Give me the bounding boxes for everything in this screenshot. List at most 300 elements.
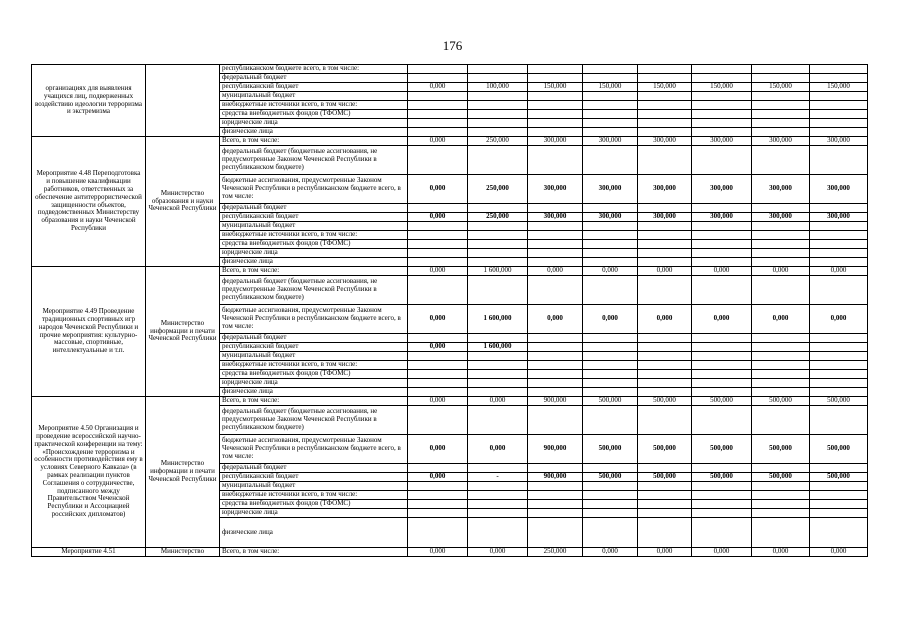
amount-cell: 0,000: [583, 548, 638, 557]
amount-cell: 300,000: [528, 137, 583, 146]
amount-cell: [752, 379, 810, 388]
amount-cell: [528, 204, 583, 213]
amount-cell: [468, 119, 528, 128]
amount-cell: [583, 240, 638, 249]
table-row: [32, 65, 868, 74]
amount-cell: 0,000: [408, 397, 468, 406]
amount-cell: [583, 146, 638, 175]
amount-cell: [408, 334, 468, 343]
amount-cell: [752, 352, 810, 361]
amount-cell: [408, 276, 468, 305]
amount-cell: [810, 240, 868, 249]
amount-cell: [752, 222, 810, 231]
amount-cell: [408, 388, 468, 397]
amount-cell: [692, 92, 752, 101]
amount-cell: [408, 518, 468, 548]
amount-cell: 300,000: [752, 175, 810, 204]
activity-cell: Мероприятие 4.49 Проведение традиционных спортивных игр народов Чеченской Республики и прочие мероприятия: культурно-массовые, спортивные, интеллектуальные и т.п.: [32, 267, 146, 397]
amount-cell: [528, 240, 583, 249]
table-row: [32, 137, 868, 146]
amount-cell: [752, 518, 810, 548]
amount-cell: -: [468, 473, 528, 482]
amount-cell: [468, 128, 528, 137]
funding-source-cell: муниципальный бюджет: [220, 92, 408, 101]
amount-cell: [528, 379, 583, 388]
amount-cell: 300,000: [752, 137, 810, 146]
funding-source-cell: Всего, в том числе:: [220, 267, 408, 276]
amount-cell: [692, 334, 752, 343]
amount-cell: [692, 352, 752, 361]
amount-cell: 0,000: [408, 548, 468, 557]
amount-cell: [468, 231, 528, 240]
funding-source-cell: физические лица: [220, 388, 408, 397]
amount-cell: [638, 258, 692, 267]
amount-cell: [528, 92, 583, 101]
amount-cell: 900,000: [528, 473, 583, 482]
amount-cell: [692, 388, 752, 397]
amount-cell: 0,000: [528, 267, 583, 276]
funding-source-cell: средства внебюджетных фондов (ТФОМС): [220, 370, 408, 379]
amount-cell: [752, 406, 810, 435]
amount-cell: [638, 240, 692, 249]
amount-cell: [810, 110, 868, 119]
amount-cell: [692, 119, 752, 128]
funding-source-cell: физические лица: [220, 258, 408, 267]
responsible-cell: Министерство информации и печати Чеченской Республики: [146, 267, 220, 397]
amount-cell: [468, 92, 528, 101]
amount-cell: 300,000: [583, 213, 638, 222]
amount-cell: [638, 361, 692, 370]
amount-cell: [810, 276, 868, 305]
amount-cell: [528, 343, 583, 352]
table-body: [32, 65, 868, 557]
amount-cell: [638, 146, 692, 175]
amount-cell: [468, 222, 528, 231]
amount-cell: 0,000: [583, 267, 638, 276]
amount-cell: [810, 491, 868, 500]
amount-cell: [810, 65, 868, 74]
amount-cell: 1 600,000: [468, 343, 528, 352]
amount-cell: 0,000: [638, 267, 692, 276]
amount-cell: 500,000: [810, 397, 868, 406]
amount-cell: [692, 258, 752, 267]
amount-cell: 0,000: [408, 343, 468, 352]
amount-cell: [528, 74, 583, 83]
amount-cell: 0,000: [408, 473, 468, 482]
amount-cell: 500,000: [583, 397, 638, 406]
amount-cell: [692, 101, 752, 110]
funding-source-cell: юридические лица: [220, 379, 408, 388]
amount-cell: [408, 240, 468, 249]
amount-cell: [638, 276, 692, 305]
amount-cell: 500,000: [752, 435, 810, 464]
amount-cell: [583, 370, 638, 379]
amount-cell: 0,000: [408, 137, 468, 146]
funding-source-cell: Всего, в том числе:: [220, 397, 408, 406]
amount-cell: 300,000: [583, 137, 638, 146]
amount-cell: 250,000: [468, 175, 528, 204]
budget-table: [31, 64, 868, 557]
amount-cell: [810, 482, 868, 491]
amount-cell: [638, 119, 692, 128]
amount-cell: [810, 370, 868, 379]
amount-cell: [692, 231, 752, 240]
amount-cell: [638, 65, 692, 74]
amount-cell: [408, 110, 468, 119]
amount-cell: [528, 500, 583, 509]
amount-cell: [810, 518, 868, 548]
amount-cell: [638, 74, 692, 83]
amount-cell: [692, 370, 752, 379]
amount-cell: 150,000: [583, 83, 638, 92]
amount-cell: [468, 406, 528, 435]
funding-source-cell: средства внебюджетных фондов (ТФОМС): [220, 110, 408, 119]
amount-cell: [810, 128, 868, 137]
amount-cell: [408, 65, 468, 74]
funding-source-cell: федеральный бюджет (бюджетные ассигнования, не предусмотренные Законом Чеченской Республики в республиканском бюджете): [220, 146, 408, 175]
amount-cell: [692, 406, 752, 435]
funding-source-cell: средства внебюджетных фондов (ТФОМС): [220, 240, 408, 249]
amount-cell: [468, 464, 528, 473]
amount-cell: [692, 204, 752, 213]
amount-cell: [810, 334, 868, 343]
funding-source-cell: внебюджетные источники всего, в том числе:: [220, 491, 408, 500]
amount-cell: [752, 464, 810, 473]
amount-cell: [468, 258, 528, 267]
amount-cell: [752, 240, 810, 249]
amount-cell: [638, 101, 692, 110]
amount-cell: [810, 509, 868, 518]
amount-cell: [528, 370, 583, 379]
amount-cell: [752, 74, 810, 83]
amount-cell: 300,000: [810, 175, 868, 204]
amount-cell: [408, 204, 468, 213]
amount-cell: [583, 482, 638, 491]
funding-source-cell: республиканском бюджете всего, в том числе:: [220, 65, 408, 74]
amount-cell: 500,000: [752, 473, 810, 482]
amount-cell: [528, 361, 583, 370]
funding-source-cell: физические лица: [220, 128, 408, 137]
amount-cell: [638, 518, 692, 548]
amount-cell: [468, 204, 528, 213]
amount-cell: [810, 406, 868, 435]
amount-cell: [468, 361, 528, 370]
amount-cell: 500,000: [638, 435, 692, 464]
amount-cell: [692, 379, 752, 388]
amount-cell: [638, 92, 692, 101]
amount-cell: [583, 204, 638, 213]
amount-cell: [638, 128, 692, 137]
amount-cell: [810, 379, 868, 388]
amount-cell: 0,000: [408, 305, 468, 334]
amount-cell: [468, 500, 528, 509]
funding-source-cell: юридические лица: [220, 119, 408, 128]
amount-cell: [408, 500, 468, 509]
amount-cell: [692, 509, 752, 518]
amount-cell: [468, 334, 528, 343]
amount-cell: [528, 406, 583, 435]
amount-cell: [528, 101, 583, 110]
amount-cell: [408, 231, 468, 240]
funding-source-cell: федеральный бюджет: [220, 204, 408, 213]
amount-cell: [408, 258, 468, 267]
amount-cell: [408, 222, 468, 231]
amount-cell: [528, 464, 583, 473]
amount-cell: [528, 276, 583, 305]
amount-cell: [752, 482, 810, 491]
amount-cell: [752, 92, 810, 101]
amount-cell: [810, 222, 868, 231]
amount-cell: 500,000: [638, 473, 692, 482]
amount-cell: [528, 334, 583, 343]
amount-cell: 150,000: [638, 83, 692, 92]
amount-cell: [692, 240, 752, 249]
amount-cell: [468, 276, 528, 305]
amount-cell: [468, 370, 528, 379]
amount-cell: [638, 343, 692, 352]
amount-cell: 300,000: [752, 213, 810, 222]
amount-cell: [468, 482, 528, 491]
amount-cell: [408, 249, 468, 258]
amount-cell: [810, 361, 868, 370]
amount-cell: [583, 222, 638, 231]
funding-source-cell: республиканский бюджет: [220, 83, 408, 92]
amount-cell: [468, 388, 528, 397]
amount-cell: [692, 65, 752, 74]
amount-cell: [528, 249, 583, 258]
amount-cell: [408, 119, 468, 128]
amount-cell: 0,000: [810, 267, 868, 276]
amount-cell: 500,000: [692, 473, 752, 482]
amount-cell: 250,000: [528, 548, 583, 557]
amount-cell: [583, 406, 638, 435]
amount-cell: [810, 388, 868, 397]
amount-cell: [810, 500, 868, 509]
amount-cell: 300,000: [810, 213, 868, 222]
amount-cell: [638, 334, 692, 343]
amount-cell: 0,000: [408, 213, 468, 222]
amount-cell: [408, 101, 468, 110]
amount-cell: [752, 500, 810, 509]
amount-cell: [692, 464, 752, 473]
amount-cell: 0,000: [692, 548, 752, 557]
amount-cell: [692, 249, 752, 258]
amount-cell: [692, 74, 752, 83]
funding-source-cell: федеральный бюджет: [220, 464, 408, 473]
activity-cell: организациях для выявления учащихся лиц, подверженных воздействию идеологии терроризма и экстремизма: [32, 65, 146, 137]
amount-cell: 500,000: [752, 397, 810, 406]
amount-cell: [810, 204, 868, 213]
amount-cell: [583, 388, 638, 397]
amount-cell: [638, 231, 692, 240]
amount-cell: 0,000: [810, 305, 868, 334]
amount-cell: [468, 352, 528, 361]
responsible-cell: Министерство образования и науки Чеченской Республики: [146, 137, 220, 267]
amount-cell: [583, 249, 638, 258]
funding-source-cell: внебюджетные источники всего, в том числе:: [220, 361, 408, 370]
amount-cell: 500,000: [583, 435, 638, 464]
amount-cell: 250,000: [468, 213, 528, 222]
amount-cell: 300,000: [528, 175, 583, 204]
amount-cell: [468, 249, 528, 258]
amount-cell: 250,000: [468, 137, 528, 146]
amount-cell: [468, 74, 528, 83]
funding-source-cell: бюджетные ассигнования, предусмотренные Законом Чеченской Республики в республиканском бюджете всего, в том числе:: [220, 305, 408, 334]
amount-cell: [583, 379, 638, 388]
table-row: [32, 267, 868, 276]
amount-cell: [810, 119, 868, 128]
funding-source-cell: республиканский бюджет: [220, 343, 408, 352]
amount-cell: [692, 110, 752, 119]
amount-cell: [692, 222, 752, 231]
amount-cell: [638, 379, 692, 388]
amount-cell: [692, 482, 752, 491]
amount-cell: 300,000: [692, 137, 752, 146]
activity-cell: Мероприятие 4.50 Организация и проведение всероссийской научно-практической конференции на тему: «Происхождение терроризма и особенности противодействия ему в условиях Северного Кавказа» (в рамках реализации пунктов Соглашения о сотрудничестве, подписанного между Правительством Чеченской Республики и Ассоциацией российских дипломатов): [32, 397, 146, 548]
amount-cell: 300,000: [583, 175, 638, 204]
amount-cell: [752, 370, 810, 379]
funding-source-cell: муниципальный бюджет: [220, 482, 408, 491]
amount-cell: 150,000: [810, 83, 868, 92]
responsible-cell: Министерство: [146, 548, 220, 557]
amount-cell: [468, 379, 528, 388]
amount-cell: [408, 128, 468, 137]
amount-cell: [408, 361, 468, 370]
amount-cell: [692, 146, 752, 175]
amount-cell: 0,000: [752, 267, 810, 276]
amount-cell: [408, 370, 468, 379]
amount-cell: [810, 92, 868, 101]
amount-cell: [692, 500, 752, 509]
amount-cell: [408, 92, 468, 101]
amount-cell: [810, 343, 868, 352]
amount-cell: [528, 482, 583, 491]
amount-cell: [583, 92, 638, 101]
amount-cell: 150,000: [752, 83, 810, 92]
amount-cell: [752, 119, 810, 128]
amount-cell: [638, 482, 692, 491]
amount-cell: [408, 509, 468, 518]
funding-source-cell: Всего, в том числе:: [220, 548, 408, 557]
amount-cell: [528, 491, 583, 500]
amount-cell: [408, 406, 468, 435]
funding-source-cell: бюджетные ассигнования, предусмотренные Законом Чеченской Республики в республиканском бюджете всего, в том числе:: [220, 175, 408, 204]
amount-cell: [583, 518, 638, 548]
amount-cell: [528, 128, 583, 137]
amount-cell: 500,000: [692, 435, 752, 464]
funding-source-cell: республиканский бюджет: [220, 473, 408, 482]
amount-cell: [638, 406, 692, 435]
amount-cell: [583, 74, 638, 83]
amount-cell: [638, 464, 692, 473]
funding-source-cell: юридические лица: [220, 249, 408, 258]
amount-cell: 150,000: [692, 83, 752, 92]
amount-cell: 0,000: [468, 548, 528, 557]
amount-cell: [583, 119, 638, 128]
funding-source-cell: бюджетные ассигнования, предусмотренные Законом Чеченской Республики в республиканском бюджете всего, в том числе:: [220, 435, 408, 464]
amount-cell: [583, 491, 638, 500]
amount-cell: 1 600,000: [468, 305, 528, 334]
amount-cell: [468, 110, 528, 119]
amount-cell: 500,000: [810, 435, 868, 464]
amount-cell: [810, 249, 868, 258]
amount-cell: 500,000: [638, 397, 692, 406]
amount-cell: [692, 361, 752, 370]
amount-cell: 150,000: [528, 83, 583, 92]
amount-cell: [752, 249, 810, 258]
amount-cell: [810, 74, 868, 83]
amount-cell: 0,000: [583, 305, 638, 334]
amount-cell: [583, 361, 638, 370]
amount-cell: [583, 500, 638, 509]
amount-cell: 300,000: [638, 213, 692, 222]
table-row: [32, 397, 868, 406]
amount-cell: [692, 491, 752, 500]
funding-source-cell: внебюджетные источники всего, в том числе:: [220, 231, 408, 240]
amount-cell: 0,000: [468, 435, 528, 464]
amount-cell: [583, 276, 638, 305]
amount-cell: [752, 334, 810, 343]
amount-cell: [408, 146, 468, 175]
funding-source-cell: федеральный бюджет (бюджетные ассигнования, не предусмотренные Законом Чеченской Республики в республиканском бюджете): [220, 276, 408, 305]
amount-cell: [752, 361, 810, 370]
amount-cell: [583, 343, 638, 352]
amount-cell: [528, 388, 583, 397]
amount-cell: 0,000: [692, 267, 752, 276]
amount-cell: [583, 231, 638, 240]
amount-cell: [810, 146, 868, 175]
amount-cell: 0,000: [752, 548, 810, 557]
amount-cell: 300,000: [692, 175, 752, 204]
amount-cell: 0,000: [638, 305, 692, 334]
amount-cell: 0,000: [408, 83, 468, 92]
amount-cell: 0,000: [408, 267, 468, 276]
amount-cell: [528, 65, 583, 74]
amount-cell: [528, 258, 583, 267]
amount-cell: 500,000: [810, 473, 868, 482]
amount-cell: [638, 204, 692, 213]
amount-cell: [752, 388, 810, 397]
amount-cell: 300,000: [528, 213, 583, 222]
amount-cell: 500,000: [692, 397, 752, 406]
amount-cell: 0,000: [692, 305, 752, 334]
amount-cell: [583, 352, 638, 361]
amount-cell: [528, 518, 583, 548]
amount-cell: 0,000: [752, 305, 810, 334]
amount-cell: [638, 370, 692, 379]
amount-cell: [752, 258, 810, 267]
amount-cell: [752, 204, 810, 213]
amount-cell: 0,000: [638, 548, 692, 557]
amount-cell: [468, 509, 528, 518]
amount-cell: [810, 352, 868, 361]
amount-cell: [752, 491, 810, 500]
funding-source-cell: Всего, в том числе:: [220, 137, 408, 146]
amount-cell: [468, 65, 528, 74]
amount-cell: 1 600,000: [468, 267, 528, 276]
amount-cell: [638, 352, 692, 361]
amount-cell: 0,000: [468, 397, 528, 406]
amount-cell: [408, 491, 468, 500]
responsible-cell: [146, 65, 220, 137]
amount-cell: [408, 379, 468, 388]
activity-cell: Мероприятие 4.48 Переподготовка и повышение квалификации работников, ответственных за обеспечение антитеррористической защищенности объектов, подведомственных Министерству образования и науки Чеченской Республики: [32, 137, 146, 267]
amount-cell: [638, 110, 692, 119]
amount-cell: [583, 101, 638, 110]
funding-source-cell: федеральный бюджет: [220, 334, 408, 343]
amount-cell: [638, 388, 692, 397]
amount-cell: [752, 276, 810, 305]
